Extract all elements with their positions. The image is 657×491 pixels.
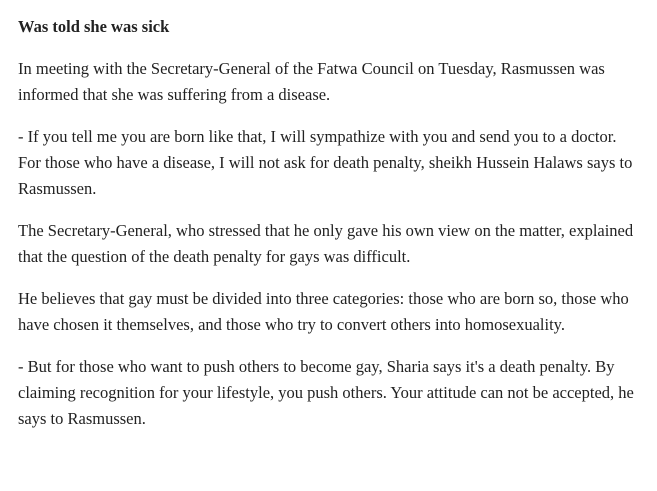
- paragraph-3: The Secretary-General, who stressed that he only gave his own view on the matter, explained that the question of the death penalty for gays was difficult.: [18, 221, 634, 266]
- paragraph-4: He believes that gay must be divided into three categories: those who are born so, those who have chosen it themselves, and those who try to convert others into homosexuality.: [18, 289, 629, 334]
- paragraph-2: - If you tell me you are born like that, I will sympathize with you and send you to a doctor. For those who have a disease, I will not ask for death penalty, sheikh Hussein Halaws says to Rasmussen.: [18, 127, 633, 198]
- paragraph-5: - But for those who want to push others to become gay, Sharia says it's a death penalty. By claiming recognition for your lifestyle, you push others. Your attitude can not be accepted, he says to Rasmussen.: [18, 357, 634, 428]
- paragraph-1: In meeting with the Secretary-General of the Fatwa Council on Tuesday, Rasmussen was informed that she was suffering from a disease.: [18, 59, 605, 104]
- section-heading: Was told she was sick: [18, 17, 170, 36]
